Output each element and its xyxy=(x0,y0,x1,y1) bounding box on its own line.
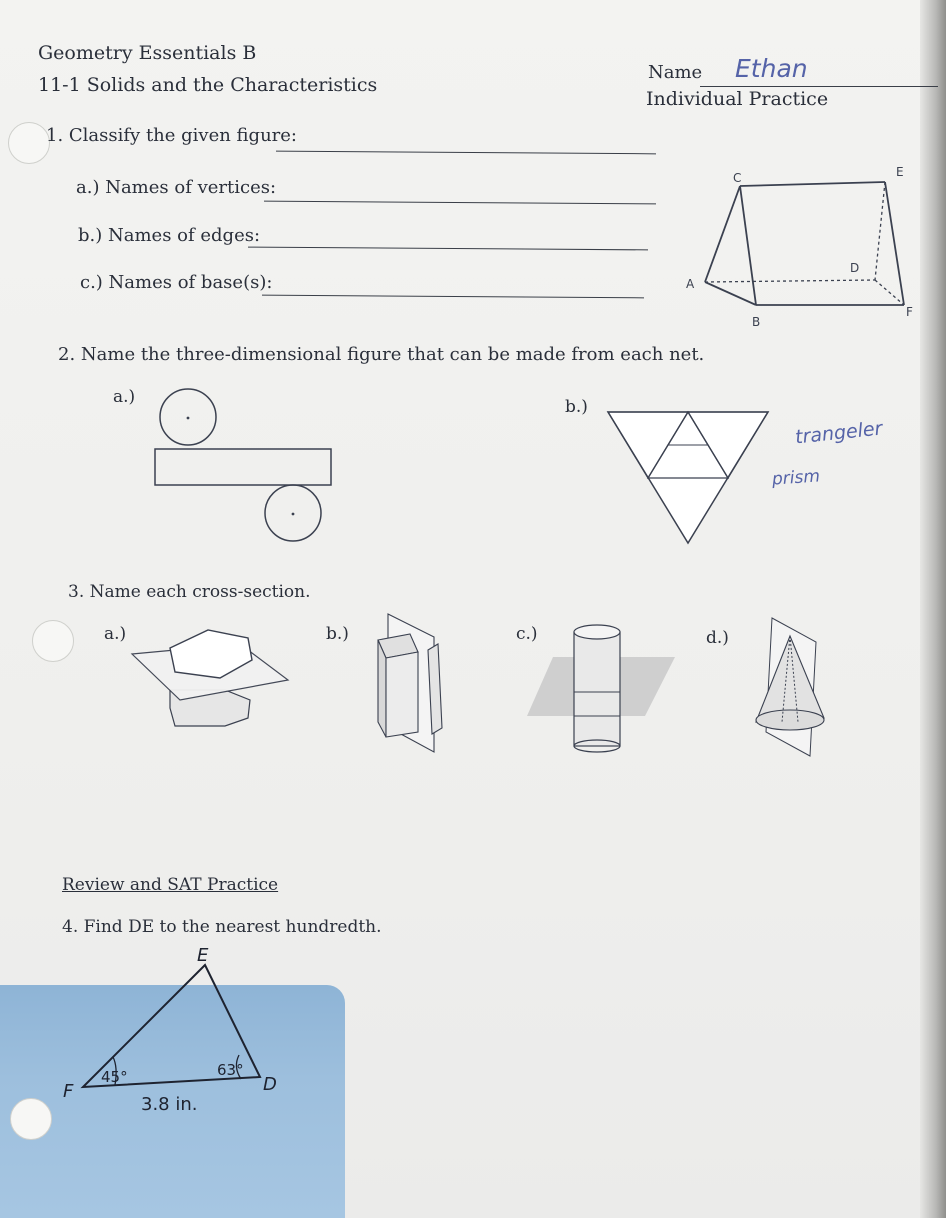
review-title: Review and SAT Practice xyxy=(62,875,279,895)
course-title: Geometry Essentials B xyxy=(38,42,257,64)
student-name: Ethan xyxy=(735,54,808,83)
rectangular-prism-cross-section xyxy=(372,612,452,757)
q2b-label: b.) xyxy=(565,397,588,417)
q1-prompt: 1. Classify the given figure: xyxy=(46,125,297,146)
vertex-a-label: A xyxy=(686,277,695,291)
triangle-fde-figure xyxy=(55,945,295,1120)
triangular-pyramid-net xyxy=(600,405,780,550)
q2b-answer-word2: prism xyxy=(771,466,821,490)
side-fd-label: 3.8 in. xyxy=(141,1094,198,1115)
q3a-label: a.) xyxy=(104,624,127,644)
angle-d-label: 63° xyxy=(217,1061,244,1079)
q1a-label: a.) Names of vertices: xyxy=(76,177,277,198)
vertex-c-label: C xyxy=(733,171,742,185)
q2a-label: a.) xyxy=(113,387,136,407)
cone-cross-section xyxy=(752,614,832,759)
cylinder-net xyxy=(150,385,340,545)
name-line xyxy=(700,86,938,87)
q2b-answer-word1: trangeler xyxy=(794,417,884,449)
q1c-label: c.) Names of base(s): xyxy=(80,272,273,293)
triangular-prism-figure xyxy=(680,160,920,340)
q1b-answer-line[interactable] xyxy=(248,247,648,251)
q4-prompt: 4. Find DE to the nearest hundredth. xyxy=(62,917,382,937)
angle-f-label: 45° xyxy=(101,1068,128,1086)
q1-answer-line[interactable] xyxy=(276,151,656,155)
q1b-label: b.) Names of edges: xyxy=(78,225,261,246)
q2-prompt: 2. Name the three-dimensional figure that can be made from each net. xyxy=(58,344,705,365)
q3d-label: d.) xyxy=(706,628,729,648)
lesson-title: 11-1 Solids and the Characteristics xyxy=(38,74,378,96)
vertex-e-label: E xyxy=(197,945,209,966)
page-edge xyxy=(920,0,946,1218)
vertex-d-label: D xyxy=(850,261,860,275)
practice-label: Individual Practice xyxy=(646,88,829,110)
q1c-answer-line[interactable] xyxy=(262,295,644,299)
hexagonal-prism-cross-section xyxy=(130,620,290,730)
vertex-e-label: E xyxy=(896,165,904,179)
vertex-f-label: F xyxy=(63,1081,74,1102)
vertex-b-label: B xyxy=(752,315,761,329)
binder-hole xyxy=(8,122,50,164)
vertex-f-label: F xyxy=(906,305,913,319)
vertex-d-label: D xyxy=(263,1074,277,1095)
q3-prompt: 3. Name each cross-section. xyxy=(68,582,311,602)
q3b-label: b.) xyxy=(326,624,349,644)
cylinder-cross-section xyxy=(525,620,685,755)
q3c-label: c.) xyxy=(516,624,538,644)
name-label: Name xyxy=(648,62,703,83)
binder-hole xyxy=(10,1098,52,1140)
binder-hole xyxy=(32,620,74,662)
q1a-answer-line[interactable] xyxy=(264,201,656,205)
